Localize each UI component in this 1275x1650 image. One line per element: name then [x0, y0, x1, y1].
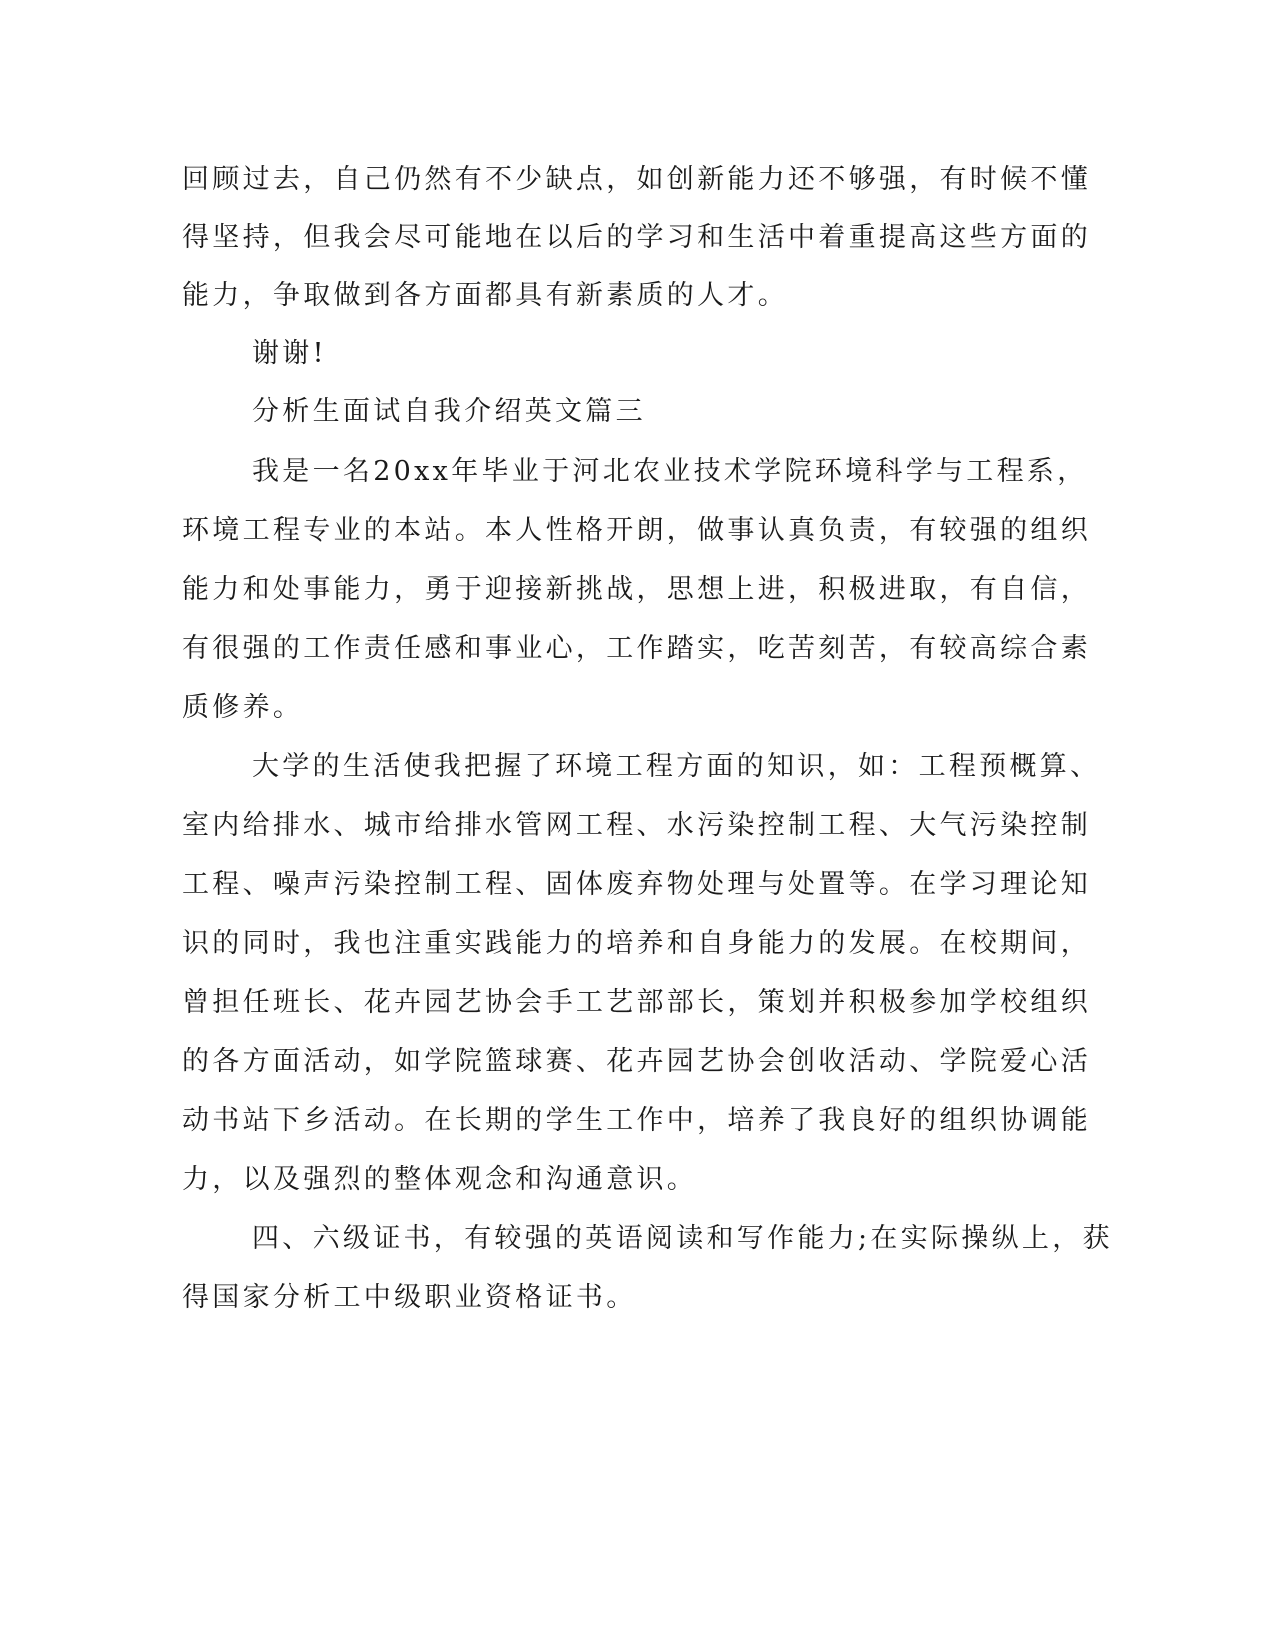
paragraph-line: 环境工程专业的本站。本人性格开朗，做事认真负责，有较强的组织: [182, 515, 1091, 546]
paragraph-line: 的各方面活动，如学院篮球赛、花卉园艺协会创收活动、学院爱心活: [182, 1046, 1091, 1077]
paragraph-line: 有很强的工作责任感和事业心，工作踏实，吃苦刻苦，有较高综合素: [182, 633, 1091, 664]
paragraph-line: 室内给排水、城市给排水管网工程、水污染控制工程、大气污染控制: [182, 810, 1091, 841]
paragraph-line: 质修养。: [182, 692, 304, 723]
paragraph-line: 得国家分析工中级职业资格证书。: [182, 1282, 637, 1313]
paragraph-line: 大学的生活使我把握了环境工程方面的知识，如：工程预概算、: [252, 751, 1101, 782]
paragraph-line: 得坚持，但我会尽可能地在以后的学习和生活中着重提高这些方面的: [182, 222, 1091, 253]
paragraph-line: 工程、噪声污染控制工程、固体废弃物处理与处置等。在学习理论知: [182, 869, 1091, 900]
paragraph-line: 能力和处事能力，勇于迎接新挑战，思想上进，积极进取，有自信，: [182, 574, 1091, 605]
paragraph-line: 曾担任班长、花卉园艺协会手工艺部部长，策划并积极参加学校组织: [182, 987, 1091, 1018]
paragraph-line: 四、六级证书，有较强的英语阅读和写作能力;在实际操纵上，获: [252, 1223, 1113, 1254]
paragraph-line: 能力，争取做到各方面都具有新素质的人才。: [182, 280, 788, 311]
paragraph-line: 动书站下乡活动。在长期的学生工作中，培养了我良好的组织协调能: [182, 1105, 1091, 1136]
section-heading: 分析生面试自我介绍英文篇三: [252, 396, 646, 427]
paragraph-line: 我是一名20xx年毕业于河北农业技术学院环境科学与工程系，: [252, 456, 1088, 487]
paragraph-line: 识的同时，我也注重实践能力的培养和自身能力的发展。在校期间，: [182, 928, 1091, 959]
paragraph-line: 回顾过去，自己仍然有不少缺点，如创新能力还不够强，有时候不懂: [182, 164, 1091, 195]
closing-thanks: 谢谢!: [252, 338, 327, 369]
paragraph-line: 力，以及强烈的整体观念和沟通意识。: [182, 1164, 698, 1195]
